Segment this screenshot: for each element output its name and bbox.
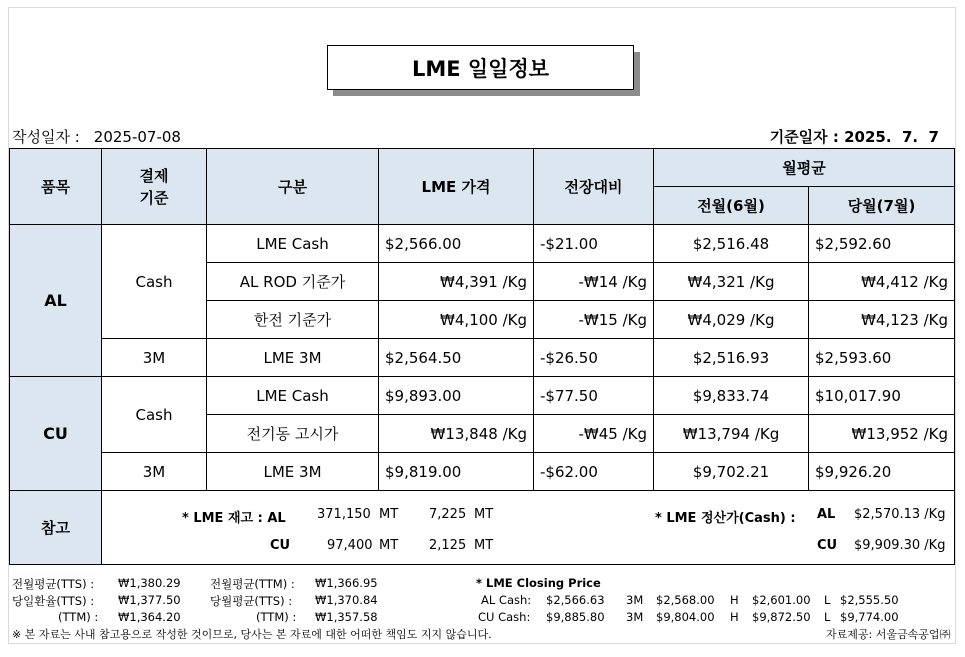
header-settlement: 결제 기준 — [102, 149, 207, 225]
written-date-value: 2025-07-08 — [93, 128, 181, 146]
category-cell: LME Cash — [207, 377, 379, 415]
stock-title: * LME 재고 : AL — [182, 511, 286, 526]
curr-month-cell: $2,593.60 — [809, 339, 955, 377]
curr-month-cell: $9,926.20 — [809, 453, 955, 491]
price-cell: $9,893.00 — [379, 377, 534, 415]
settlement-cell: 3M — [102, 453, 207, 491]
category-cell: 한전 기준가 — [207, 301, 379, 339]
al-stock: 371,150 — [317, 507, 371, 522]
header-prev-month: 전월(6월) — [654, 187, 809, 225]
fx-value: ₩1,357.58 — [315, 610, 378, 624]
prev-month-cell: ₩13,794 /Kg — [654, 415, 809, 453]
closing-value: $2,555.50 — [840, 593, 899, 607]
al-stock-unit: MT — [379, 507, 399, 522]
closing-title: * LME Closing Price — [476, 576, 601, 590]
fx-value: ₩1,380.29 — [118, 576, 181, 590]
page-title: LME 일일정보 — [327, 45, 634, 90]
curr-month-cell: ₩4,123 /Kg — [809, 301, 955, 339]
closing-label: H — [730, 610, 739, 624]
reference-date: 기준일자 : 2025. 7. 7 — [769, 128, 939, 146]
cu-stock-label: CU — [270, 538, 291, 553]
prev-month-cell: $9,702.21 — [654, 453, 809, 491]
al-change-unit: MT — [474, 507, 494, 522]
cu-stock-unit: MT — [379, 538, 399, 553]
closing-label: L — [824, 593, 831, 607]
category-cell: LME Cash — [207, 225, 379, 263]
fx-value: ₩1,364.20 — [118, 610, 181, 624]
settle-al-label: AL — [817, 507, 836, 522]
change-cell: -$62.00 — [534, 453, 654, 491]
price-cell: $2,566.00 — [379, 225, 534, 263]
reference-content — [102, 491, 955, 565]
cu-change-unit: MT — [474, 538, 494, 553]
lme-price-table — [9, 148, 955, 565]
settle-title: * LME 정산가(Cash) : — [655, 511, 796, 526]
closing-label: CU Cash: — [478, 610, 531, 624]
price-cell: ₩4,100 /Kg — [379, 301, 534, 339]
header-monthly-avg: 월평균 — [654, 149, 955, 187]
change-cell: -₩45 /Kg — [534, 415, 654, 453]
table-row — [10, 225, 955, 263]
header-change: 전장대비 — [534, 149, 654, 225]
category-cell: 전기동 고시가 — [207, 415, 379, 453]
closing-label: 3M — [626, 610, 644, 624]
category-cell: LME 3M — [207, 453, 379, 491]
price-cell: $2,564.50 — [379, 339, 534, 377]
closing-label: L — [824, 610, 831, 624]
settlement-cell: Cash — [102, 377, 207, 453]
change-cell: -₩14 /Kg — [534, 263, 654, 301]
closing-value: $2,566.63 — [546, 593, 605, 607]
category-cell: LME 3M — [207, 339, 379, 377]
prev-month-cell: $9,833.74 — [654, 377, 809, 415]
closing-value: $2,568.00 — [656, 593, 715, 607]
disclaimer: ※ 본 자료는 사내 참고용으로 작성한 것이므로, 당사는 본 자료에 대한 어떠한 책임도 지지 않습니다. — [12, 628, 492, 641]
written-date-label: 작성일자 : — [12, 128, 80, 146]
fx-value: ₩1,377.50 — [118, 593, 181, 607]
fx-label: 당일환율(TTS) : — [12, 594, 95, 608]
closing-label: 3M — [626, 593, 644, 607]
item-al: AL — [10, 225, 102, 377]
change-cell: -$21.00 — [534, 225, 654, 263]
closing-value: $9,804.00 — [656, 610, 715, 624]
closing-value: $9,774.00 — [840, 610, 899, 624]
prev-month-cell: ₩4,321 /Kg — [654, 263, 809, 301]
fx-value: ₩1,370.84 — [315, 593, 378, 607]
settlement-cell: 3M — [102, 339, 207, 377]
closing-label: H — [730, 593, 739, 607]
table-row — [10, 453, 955, 491]
data-source: 자료제공: 서울금속공업㈜ — [826, 628, 951, 641]
settle-cu-label: CU — [817, 538, 838, 553]
header-curr-month: 당월(7월) — [809, 187, 955, 225]
change-cell: -$77.50 — [534, 377, 654, 415]
change-cell: -$26.50 — [534, 339, 654, 377]
closing-value: $9,885.80 — [546, 610, 605, 624]
closing-value: $2,601.00 — [752, 593, 811, 607]
item-cu: CU — [10, 377, 102, 491]
category-cell: AL ROD 기준가 — [207, 263, 379, 301]
fx-label: 전월평균(TTS) : — [12, 577, 95, 591]
cu-stock-change: 2,125 — [429, 538, 467, 553]
curr-month-cell: $10,017.90 — [809, 377, 955, 415]
fx-label: 당월평균(TTS) : — [210, 594, 293, 608]
written-date — [12, 126, 181, 147]
closing-label: AL Cash: — [481, 593, 532, 607]
al-stock-change: 7,225 — [429, 507, 467, 522]
change-cell: -₩15 /Kg — [534, 301, 654, 339]
table-row — [10, 377, 955, 415]
table-row — [10, 339, 955, 377]
header-lme-price: LME 가격 — [379, 149, 534, 225]
cu-stock: 97,400 — [327, 538, 373, 553]
fx-label: 전월평균(TTM) : — [210, 577, 295, 591]
closing-value: $9,872.50 — [752, 610, 811, 624]
header-row — [10, 149, 955, 187]
curr-month-cell: ₩13,952 /Kg — [809, 415, 955, 453]
curr-month-cell: ₩4,412 /Kg — [809, 263, 955, 301]
settle-cu: $9,909.30 /Kg — [854, 538, 946, 553]
header-category: 구분 — [207, 149, 379, 225]
fx-label: (TTM) : — [256, 610, 297, 624]
reference-label: 참고 — [10, 491, 102, 565]
fx-label: (TTM) : — [58, 610, 99, 624]
header-item: 품목 — [10, 149, 102, 225]
prev-month-cell: ₩4,029 /Kg — [654, 301, 809, 339]
price-cell: ₩4,391 /Kg — [379, 263, 534, 301]
settlement-cell: Cash — [102, 225, 207, 339]
prev-month-cell: $2,516.48 — [654, 225, 809, 263]
curr-month-cell: $2,592.60 — [809, 225, 955, 263]
fx-value: ₩1,366.95 — [315, 576, 378, 590]
price-cell: ₩13,848 /Kg — [379, 415, 534, 453]
reference-row — [10, 491, 955, 565]
price-cell: $9,819.00 — [379, 453, 534, 491]
settle-al: $2,570.13 /Kg — [854, 507, 946, 522]
prev-month-cell: $2,516.93 — [654, 339, 809, 377]
